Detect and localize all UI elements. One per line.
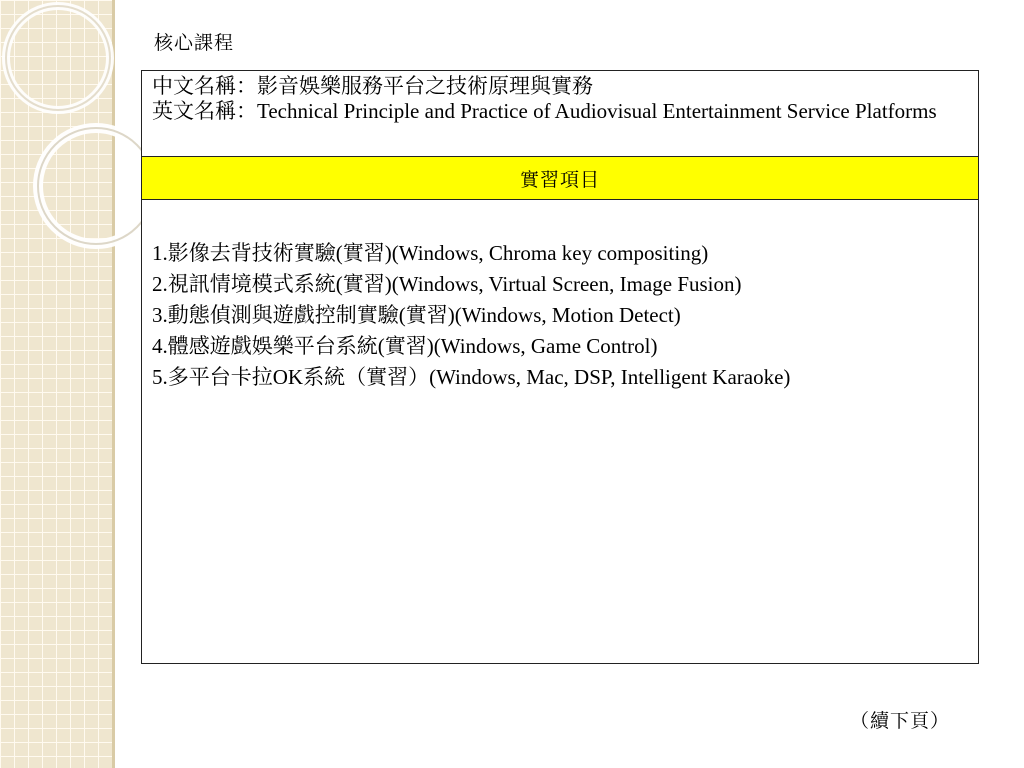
english-name-label: 英文名稱： [152, 99, 257, 123]
page-heading: 核心課程 [154, 33, 235, 54]
chinese-name-label: 中文名稱： [152, 74, 257, 98]
chinese-name-line [152, 74, 968, 99]
practice-item: 4.體感遊戲娛樂平台系統(實習)(Windows, Game Control) [152, 334, 658, 358]
ring-decoration [0, 0, 160, 260]
course-names [142, 71, 978, 157]
continued-note: （續下頁） [850, 711, 951, 732]
course-card [141, 70, 979, 664]
chinese-name-value: 影音娛樂服務平台之技術原理與實務 [257, 74, 593, 98]
english-name-value: Technical Principle and Practice of Audiovisual Entertainment Service Platforms [257, 99, 937, 123]
practice-item: 1.影像去背技術實驗(實習)(Windows, Chroma key compositing) [152, 241, 709, 265]
practice-item-list [142, 200, 978, 393]
practice-item: 5.多平台卡拉OK系統（實習）(Windows, Mac, DSP, Intelligent Karaoke) [152, 365, 791, 389]
section-title-band: 實習項目 [142, 157, 978, 200]
practice-item: 2.視訊情境模式系統(實習)(Windows, Virtual Screen, Image Fusion) [152, 272, 742, 296]
english-name-line [152, 99, 968, 124]
practice-item: 3.動態偵測與遊戲控制實驗(實習)(Windows, Motion Detect) [152, 303, 681, 327]
